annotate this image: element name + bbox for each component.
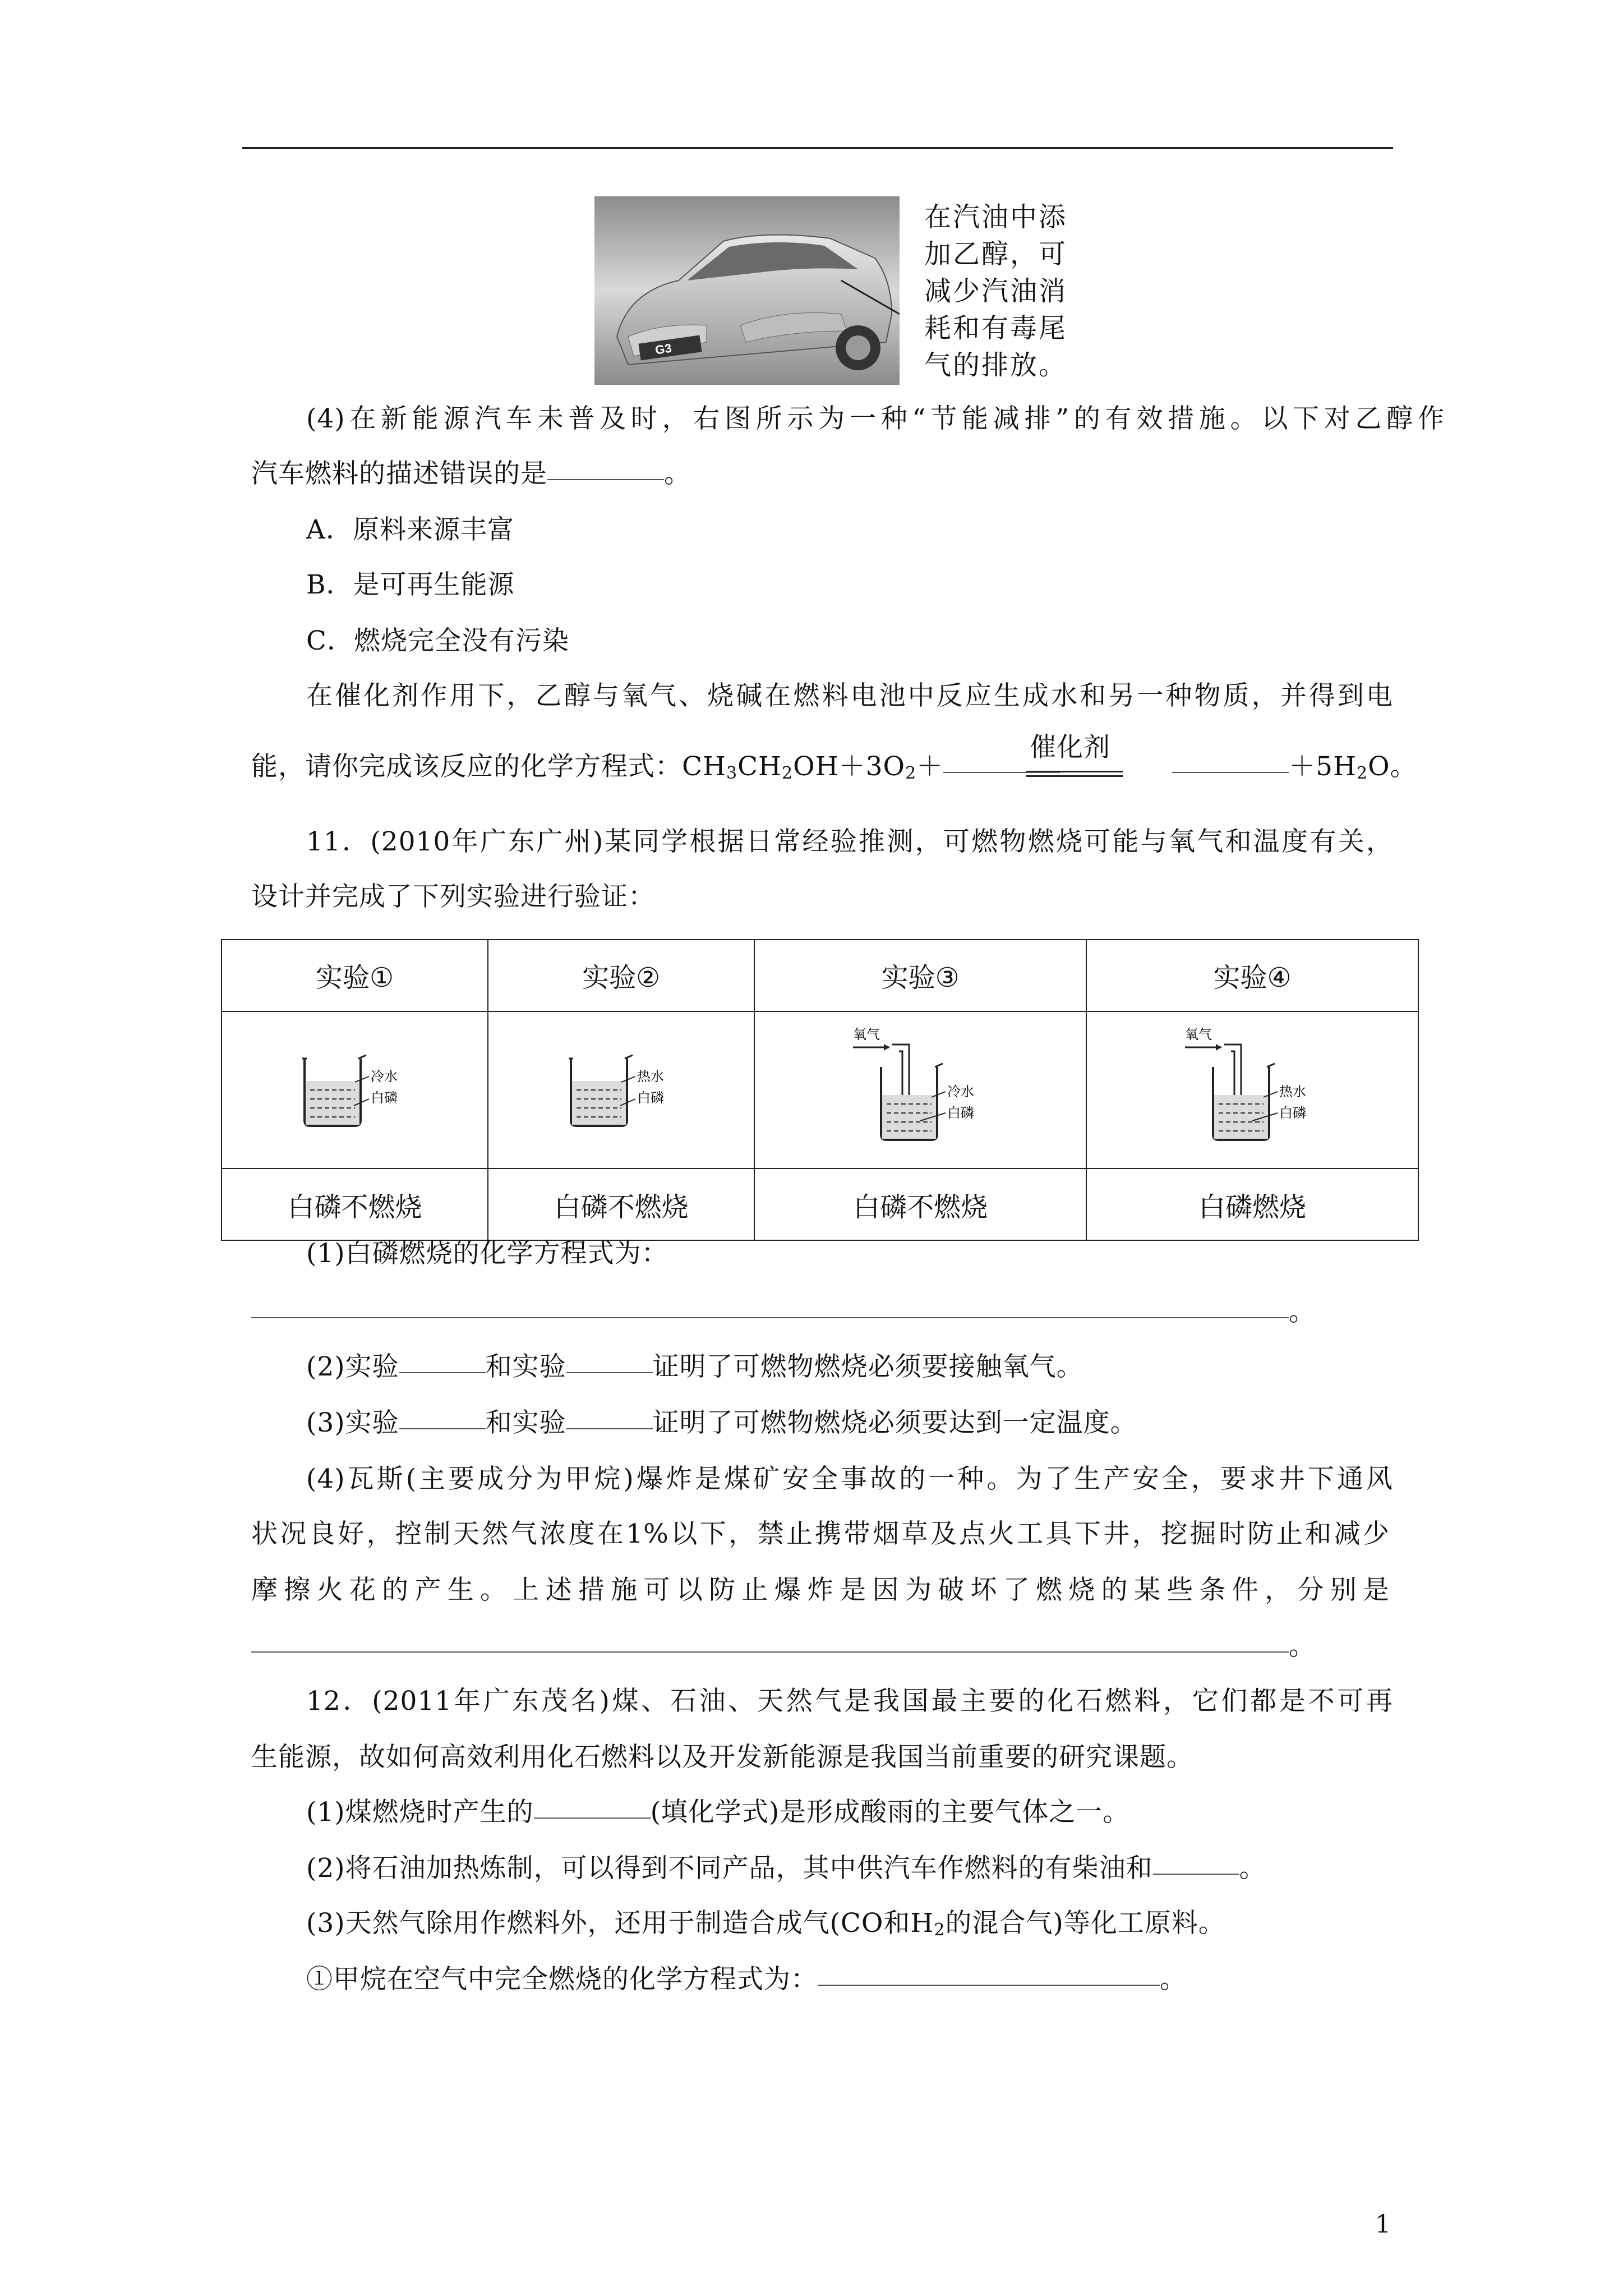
option-b: B．是可再生能源 [306,569,515,600]
q12-s4: ①甲烷在空气中完全燃烧的化学方程式为： 。 [306,1964,1187,1995]
car-badge: G3 [654,341,673,357]
svg-text:热水: 热水 [637,1068,664,1084]
svg-text:氧气: 氧气 [1185,1026,1212,1042]
q11-s2: (2)实验 和实验 证明了可燃物燃烧必须要接触氧气。 [306,1351,1083,1382]
page-number: 1 [1375,2210,1391,2239]
answer-line[interactable] [251,1317,1289,1318]
blank[interactable] [566,1372,653,1373]
q12-s1: (1)煤燃烧时产生的 (填化学式)是形成酸雨的主要气体之一。 [306,1797,1130,1828]
svg-text:氧气: 氧气 [853,1026,880,1042]
catalyst-label: 催化剂 [1030,732,1110,763]
answer-line[interactable] [251,1651,1289,1653]
figure-exp1 [222,1011,488,1169]
car-photo [594,196,900,385]
svg-text:冷水: 冷水 [947,1083,975,1099]
figure-exp3 [754,1011,1086,1169]
q4-line2: 汽车燃料的描述错误的是 。 [251,458,691,489]
q11-line1: 11．(2010年广东广州)某同学根据日常经验推测，可燃物燃烧可能与氧气和温度有关， [306,826,1393,857]
experiment-table [221,939,1419,1241]
result-exp1: 白磷不燃烧 [222,1168,488,1240]
svg-text:白磷: 白磷 [1279,1105,1307,1121]
equation-blank[interactable] [818,1985,1160,1986]
header-exp4: 实验④ [1086,940,1418,1011]
svg-text:白磷: 白磷 [370,1089,398,1106]
svg-text:白磷: 白磷 [947,1105,975,1121]
q12-line2: 生能源，故如何高效利用化石燃料以及开发新能源是我国当前重要的研究课题。 [251,1742,1193,1773]
q11-s4-l2: 状况良好，控制天然气浓度在1%以下，禁止携带烟草及点火工具下井，挖掘时防止和减少 [251,1519,1390,1549]
equation-blank-1[interactable] [943,772,1060,773]
q12-s3: (3)天然气除用作燃料外，还用于制造合成气(CO和$H_2$的混合气)等化工原料。 [306,1908,1225,1940]
q4-equation: 能，请你完成该反应的化学方程式：$CH_3CH_2OH+3O_2+ +5H_2O$。 [251,751,1417,783]
q11-s3: (3)实验 和实验 证明了可燃物燃烧必须要达到一定温度。 [306,1407,1137,1438]
svg-text:热水: 热水 [1279,1083,1307,1099]
q4-line1: (4)在新能源汽车未普及时，右图所示为一种“节能减排”的有效措施。以下对乙醇作 [306,403,1445,434]
header-exp2: 实验② [488,940,754,1011]
q12-s2: (2)将石油加热炼制，可以得到不同产品，其中供汽车作燃料的有柴油和 。 [306,1853,1266,1884]
header-exp1: 实验① [222,940,488,1011]
answer-blank[interactable] [547,479,664,480]
blank[interactable] [566,1428,653,1429]
q11-line2: 设计并完成了下列实验进行验证： [251,881,655,912]
blank[interactable] [534,1818,651,1819]
blank[interactable] [399,1428,486,1429]
q11-s4-l3: 摩擦火花的产生。上述措施可以防止爆炸是因为破坏了燃烧的某些条件，分别是 [251,1575,1390,1605]
q11-s4-l1: (4)瓦斯(主要成分为甲烷)爆炸是煤矿安全事故的一种。为了生产安全，要求井下通风 [306,1464,1393,1494]
figure-exp2 [488,1011,754,1169]
option-a: A．原料来源丰富 [306,514,514,545]
blank[interactable] [399,1372,486,1373]
blank[interactable] [1153,1874,1239,1875]
q11-s4-answer: 。 [251,1628,1316,1665]
figure-exp4 [1086,1011,1418,1169]
result-exp2: 白磷不燃烧 [488,1168,754,1240]
car-caption: 在汽油中添 加乙醇，可 减少汽油消 耗和有毒尾 气的排放。 [924,201,1068,381]
result-exp3: 白磷不燃烧 [754,1168,1086,1240]
equation-blank-2[interactable] [1172,772,1289,773]
svg-text:白磷: 白磷 [637,1089,664,1106]
result-exp4: 白磷燃烧 [1086,1168,1418,1240]
header-exp3: 实验③ [754,940,1086,1011]
header-rule [242,147,1393,149]
q4-para: 在催化剂作用下，乙醇与氧气、烧碱在燃料电池中反应生成水和另一种物质，并得到电 [306,680,1393,711]
svg-text:冷水: 冷水 [370,1068,398,1084]
q11-s1-answer: 。 [251,1294,1316,1331]
option-c: C．燃烧完全没有污染 [306,625,569,656]
q12-line1: 12．(2011年广东茂名)煤、石油、天然气是我国最主要的化石燃料，它们都是不可再 [306,1686,1393,1717]
q11-s1: (1)白磷燃烧的化学方程式为： [306,1238,668,1269]
